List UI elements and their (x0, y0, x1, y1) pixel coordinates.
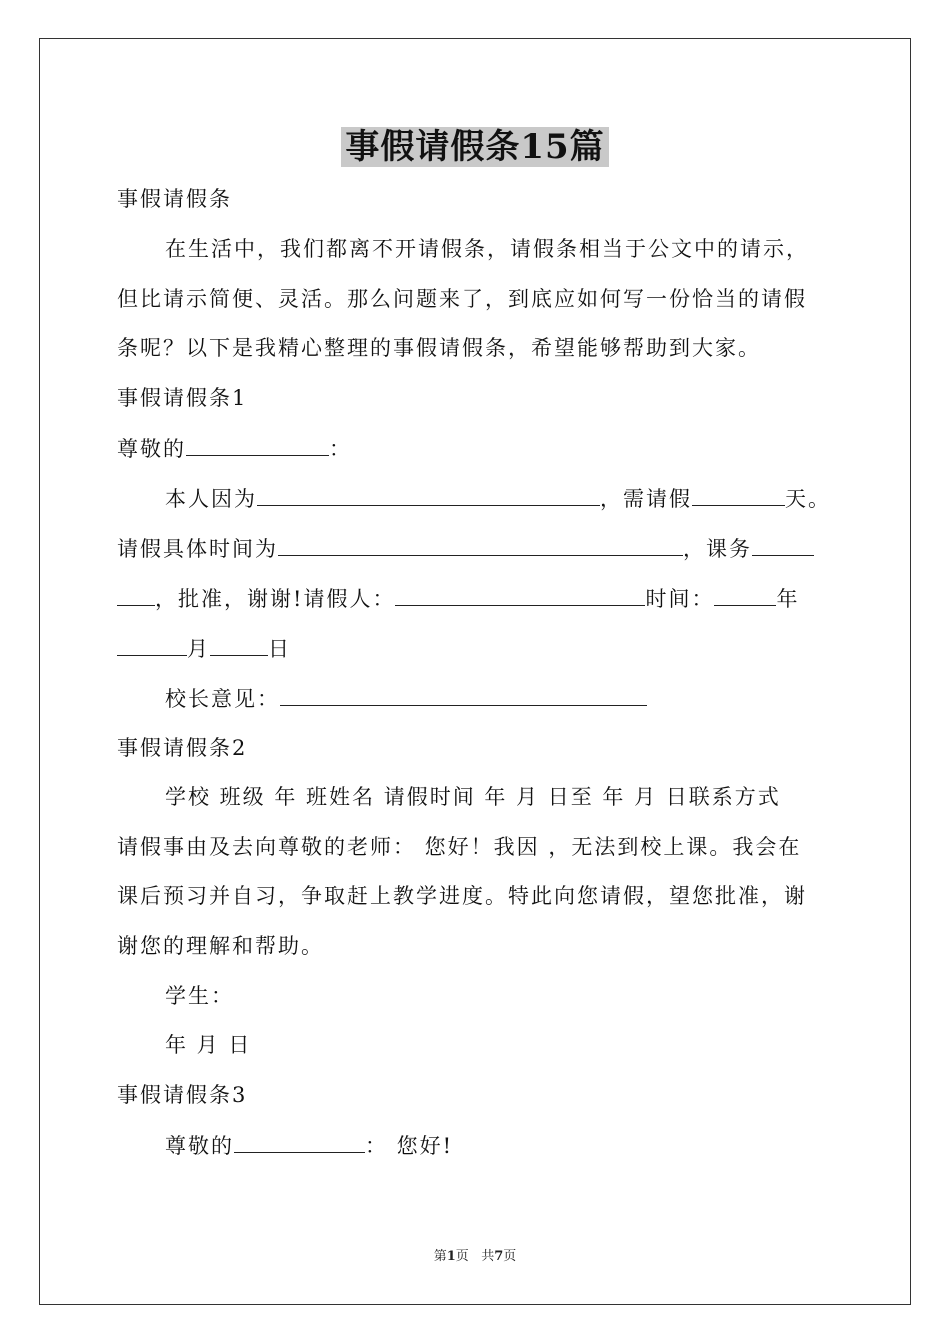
course-blank (752, 533, 814, 556)
reason-label: 本人因为 (165, 487, 257, 511)
year-blank (714, 583, 776, 606)
footer-page-suffix: 页 (503, 1249, 517, 1264)
principal-opinion-row (165, 683, 647, 714)
month-unit: 月 (187, 637, 210, 661)
student-signature-label: 学生： (165, 984, 234, 1008)
time-blank (278, 533, 683, 556)
section1-approval-row (117, 583, 799, 614)
section1-date-row (117, 633, 291, 664)
days-blank (692, 483, 785, 506)
section1-reason-row (165, 483, 831, 514)
page-border (39, 38, 911, 1305)
day-blank (210, 633, 268, 656)
section3-heading: 事假请假条3 (117, 1083, 248, 1107)
section2-line-3: 课后预习并自习，争取赶上教学进度。特此向您请假，望您批准，谢 (117, 884, 807, 908)
reason-blank (257, 483, 600, 506)
salutation-prefix: 尊敬的 (117, 437, 186, 461)
current-page-number: 1 (446, 1249, 456, 1264)
salutation-suffix: ： (329, 437, 352, 461)
days-label: ，需请假 (600, 487, 692, 511)
day-unit: 日 (268, 637, 291, 661)
footer-page-prefix: 第 (433, 1249, 447, 1264)
section2-heading: 事假请假条2 (117, 736, 248, 760)
course-blank-cont (117, 583, 155, 606)
salutation-greeting: ： 您好! (365, 1134, 454, 1158)
document-title-text: 事假请假条15篇 (341, 127, 608, 167)
time-label: 请假具体时间为 (117, 537, 278, 561)
section2-line-2: 请假事由及去向尊敬的老师： 您好！我因 ，无法到校上课。我会在 (117, 835, 802, 859)
intro-heading: 事假请假条 (117, 187, 232, 211)
year-unit: 年 (776, 587, 800, 611)
section1-salutation (117, 433, 352, 464)
applicant-blank (395, 583, 645, 606)
section2-line-1: 学校 班级 年 班姓名 请假时间 年 月 日至 年 月 日联系方式 (165, 785, 781, 809)
month-blank (117, 633, 187, 656)
page-footer (0, 1248, 950, 1266)
footer-page-mid: 页 共 (455, 1249, 495, 1264)
principal-opinion-label: 校长意见： (165, 687, 280, 711)
section2-date: 年 月 日 (165, 1033, 252, 1057)
section1-heading: 事假请假条1 (117, 386, 248, 410)
course-label: ，课务 (683, 537, 752, 561)
recipient-blank (234, 1130, 365, 1153)
section2-line-4: 谢您的理解和帮助。 (117, 934, 324, 958)
recipient-blank (186, 433, 329, 456)
document-title (0, 124, 950, 170)
section3-salutation (165, 1130, 453, 1161)
approval-text: ，批准，谢谢!请假人： (155, 587, 396, 611)
intro-paragraph-line-2: 但比请示简便、灵活。那么问题来了，到底应如何写一份恰当的请假 (117, 287, 807, 311)
total-page-number: 7 (494, 1249, 504, 1264)
days-unit: 天。 (785, 487, 831, 511)
salutation-prefix: 尊敬的 (165, 1134, 234, 1158)
intro-paragraph-line-1: 在生活中，我们都离不开请假条，请假条相当于公文中的请示， (165, 237, 809, 261)
intro-paragraph-line-3: 条呢？以下是我精心整理的事假请假条，希望能够帮助到大家。 (117, 336, 761, 360)
section1-time-row (117, 533, 814, 564)
principal-opinion-blank (280, 683, 647, 706)
date-label: 时间： (645, 587, 715, 611)
